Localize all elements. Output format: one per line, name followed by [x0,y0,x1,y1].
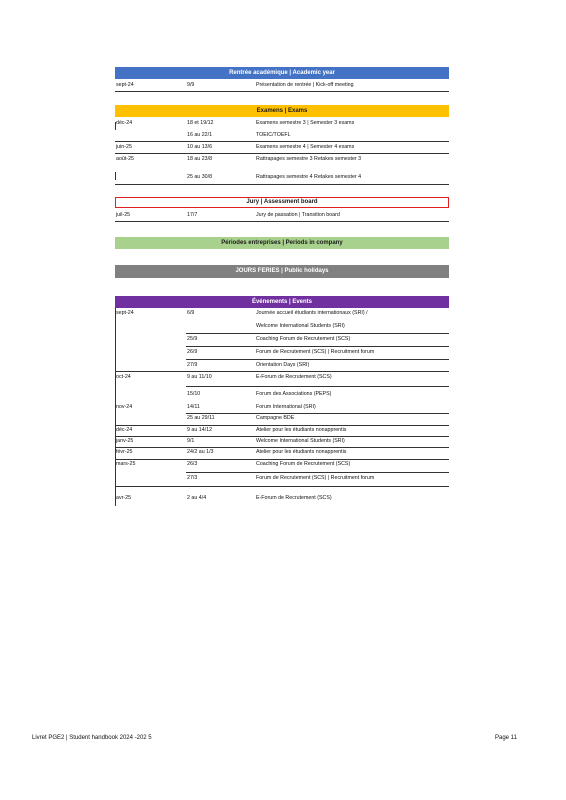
month-cell: août-25 [116,156,134,162]
date-cell: 18 et 19/12 [187,120,214,126]
event-cell: Coaching Forum de Recrutement (SCS) [256,461,351,467]
date-cell: 26/9 [187,349,198,355]
month-cell: févr-25 [116,449,133,455]
event-cell: Forum de Recrutement (SCS) | Recruitment forum [256,349,375,355]
event-cell: Campagne BDE [256,415,295,421]
month-cell: déc-24 [116,427,133,433]
month-cell: nov-24 [116,404,133,410]
table-row [115,493,449,504]
event-cell: Présentation de rentrée | Kick-off meeting [256,82,354,88]
table-row [115,372,449,383]
date-cell: 25 au 30/8 [187,174,213,180]
month-cell: juil-25 [116,212,131,218]
table-row [115,142,449,153]
periodes-header: Périodes entreprises | Periods in company [115,237,449,249]
event-cell: TOEIC/TOEFL [256,132,291,138]
event-cell: Forum des Associations (PEPS) [256,391,332,397]
event-cell: E-Forum de Recrutement (SCS) [256,495,332,501]
row-divider [115,221,449,222]
page-number: Page 11 [495,735,517,741]
month-cell: avr-25 [116,495,132,501]
event-cell: Orientation Days (SRI) [256,362,310,368]
date-cell: 17/7 [187,212,198,218]
table-row [115,347,449,358]
date-cell: 9/1 [187,438,195,444]
event-cell: Welcome International Students (SRI) [256,323,345,329]
event-cell: Forum International (SRI) [256,404,316,410]
event-cell: Rattrapages semestre 3 Retakes semester 3 [256,156,362,162]
table-row [115,459,449,470]
row-divider [115,184,449,185]
jury-header [115,197,449,208]
jours-header: JOURS FERIES | Public holidays [115,265,449,278]
month-cell: mars-25 [116,461,136,467]
event-cell: Examens semestre 3 | Semester 3 exams [256,120,355,126]
jury-title: Jury | Assessment board [246,199,318,205]
event-cell: Examens semestre 4 | Semester 4 exams [256,144,355,150]
date-cell: 16 au 22/1 [187,132,213,138]
date-cell: 26/3 [187,461,198,467]
date-cell: 18 au 23/8 [187,156,213,162]
month-cell: juin-25 [116,144,132,150]
examens-header: Examens | Exams [115,105,449,117]
table-row [115,130,449,141]
table-row [115,308,449,319]
evenements-header: Événements | Events [115,296,449,308]
table-row [115,447,449,458]
date-cell: 2 au 4/4 [187,495,207,501]
month-cell: sept-24 [116,82,134,88]
date-cell: 25/9 [187,336,198,342]
table-row [115,334,449,345]
table-row [115,473,449,484]
table-row [115,389,449,400]
table-row [115,154,449,165]
table-row [115,118,449,129]
table-row [115,413,449,424]
left-tick [115,172,116,180]
table-row [115,402,449,413]
table-row [115,80,449,91]
event-cell: Jury de passation | Transition board [256,212,340,218]
table-row [115,210,449,221]
event-cell: Journée accueil étudiants internationaux (SRI) / [256,310,368,316]
row-divider [115,91,449,92]
event-cell: Atelier pour les étudiants nonapprentis [256,427,347,433]
left-tick [115,122,116,130]
date-cell: 15/10 [187,391,201,397]
date-cell: 27/9 [187,362,198,368]
event-cell: Coaching Forum de Recrutement (SCS) [256,336,351,342]
row-divider [186,386,449,387]
rentree-header: Rentrée académique | Academic year [115,67,449,79]
month-cell: oct-24 [116,374,131,380]
row-divider [115,486,449,487]
event-cell: Atelier pour les étudiants nonapprentis [256,449,347,455]
table-row [115,425,449,436]
date-cell: 27/3 [187,475,198,481]
date-cell: 9 au 14/12 [187,427,213,433]
date-cell: 14/11 [187,404,200,410]
event-cell: Rattrapages semestre 4 Retakes semester 4 [256,174,362,180]
event-cell: Forum de Recrutement (SCS) | Recruitment forum [256,475,375,481]
month-cell: sept-24 [116,310,134,316]
table-row [115,321,449,332]
event-cell: Welcome International Students (SRI) [256,438,345,444]
month-cell: janv-25 [116,438,134,444]
month-cell: déc-24 [116,120,133,126]
table-row [115,436,449,447]
table-row [115,360,449,371]
date-cell: 25 au 29/11 [187,415,215,421]
date-cell: 10 au 13/6 [187,144,213,150]
date-cell: 24/2 au 1/3 [187,449,214,455]
date-cell: 6/9 [187,310,195,316]
table-row [115,172,449,183]
event-cell: E-Forum de Recrutement (SCS) [256,374,332,380]
footer-left: Livret PGE2 | Student handbook 2024 -202 5 [32,735,152,741]
date-cell: 9 au 11/10 [187,374,212,380]
date-cell: 9/9 [187,82,195,88]
